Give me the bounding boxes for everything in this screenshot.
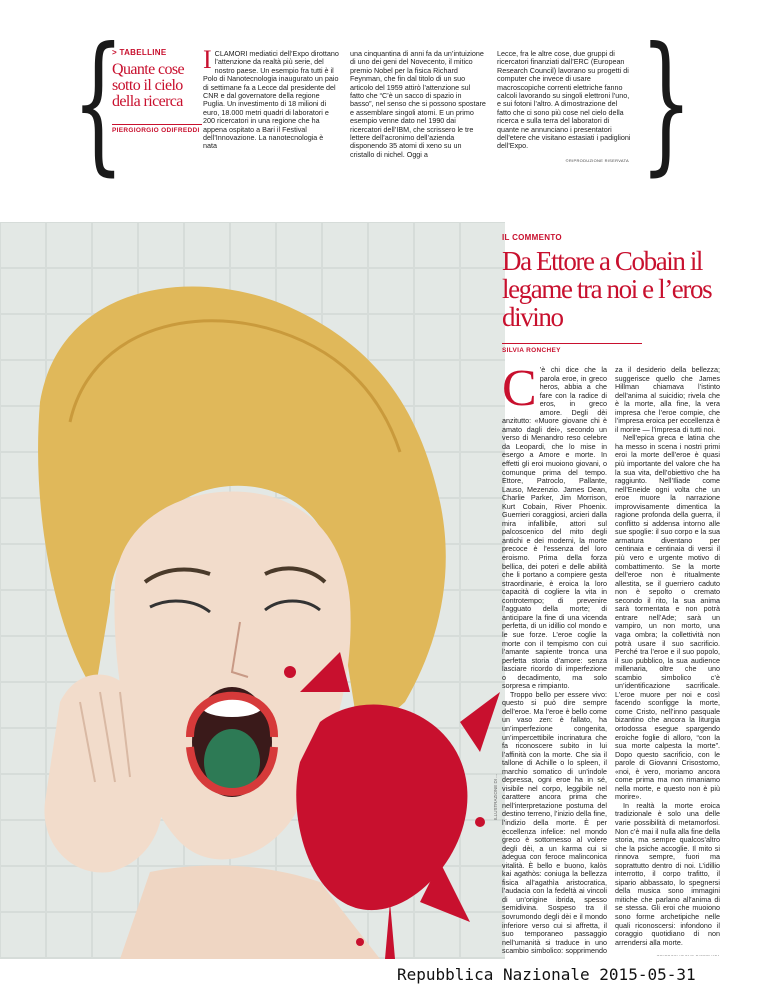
article-paragraph: In realtà la morte eroica tradizionale è solo una delle varie possibilità di metamorfosi. Non c’è mai il nulla alla fine della storia, ma sempre qualcos’altro che la psiche accoglie. Il mito si rinnova sempre, fuori ma soprattutto dentro di noi. L’idillio interrotto, il corpo trafitto, il sipario abbassato, lo spegnersi della musica sono immagini mitiche che parlano all’anima di se stessa. Gli eroi che muoiono sono forme archetipiche nelle quali riconoscersi: infondono il coraggio quotidiano di non arrendersi alla morte. <box>615 800 720 947</box>
article-paragraph: za il desiderio della bellezza; suggerisce quello che James Hillman chiamava l’istinto dell’anima al suicidio; rivela che è la morte, alla fine, la vera impresa che l’eroe compie, che l’impresa eroica per eccellenza è il morire — l’impresa di tutti noi. <box>615 366 720 434</box>
tabelline-column-1 <box>203 45 339 151</box>
tabelline-column-2 <box>350 50 486 159</box>
illustration-screaming-woman <box>0 222 505 959</box>
tabelline-copyright: ©RIPRODUZIONE RISERVATA <box>565 157 629 163</box>
article-dropcap: C <box>502 366 537 417</box>
article-column-1 <box>502 366 607 956</box>
article-paragraph: Nell’epica greca e latina che ha messo in scena i nostri primi eroi la morte dell’eroe è quasi più importante del valore che ha la sua vita, dell’obiettivo che ha raggiunto. Nell’Iliade come nell’Eneide ogni volta che un eroe muore la narrazione improvvisamente dimentica la ragione profonda della guerra, il conflitto si addensa intorno alle sue spoglie: il suo corpo e la sua armatura diventano per centinaia e centinaia di versi il più vero e urgente motivo di combattimento. Se la morte dell’eroe non è ritualmente allestita, se il guerriero caduto non è sepolto o cremato secondo il rito, la sua anima sarà tormentata e non potrà entrare nell’Ade; sarà un vampiro, un non morto, una vaga ombra; la collettività non potrà usare il suo sacrificio. Perché tra l’eroe e il suo popolo, il suo pubblico, la sua audience millenaria, oltre che uno scambio simbolico c’è un’identificazione sacrificale. L’eroe muore per noi e così facendo sconfigge la morte, come Cristo, nell’inno pasquale bizantino che ancora la liturgia ortodossa esegue spargendo eroiche foglie di alloro, “con la sua morte calpesta la morte”. Dopo questo sacrificio, con le parole di Giovanni Crisostomo, «noi, è vero, moriamo ancora come prima ma non rimaniamo nella morte, e questo non è più morire». <box>615 433 720 802</box>
left-curly-brace: { <box>72 16 125 190</box>
article-author: SILVIA RONCHEY <box>502 343 642 354</box>
article-column-2 <box>615 366 720 956</box>
tabelline-text-3: Lecce, fra le altre cose, due gruppi di ricercatori finanziati dall’ERC (European Research Council) lavorano su progetti di computer che invece di usare macroscopiche correnti elettriche fanno calcoli lavorando su singoli elettroni l’uno, e sui fotoni l’altro. A dimostrazione del fatto che ci sono più cose nel cielo della ricerca e sulla terra del laboratori di quante ne annunciano i presentatori dell’etere che visitano estasiati i padiglioni dell’Expo. <box>497 49 631 151</box>
tabelline-text-2: una cinquantina di anni fa da un’intuizione di uno dei geni del Novecento, il mitico premio Nobel per la fisica Richard Feynman, che fin dal titolo di un suo articolo del 1959 attirò l’attenzione sul fatto che “C’è un sacco di spazio in basso”, nel senso che si possono spostare e assemblare singoli atomi. E un primo esempio venne dato nel 1990 dai ricercatori dell’IBM, che scrissero le tre lettere dell’acronimo dell’azienda disponendo 35 atomi di xeno su un cristallo di nichel. Oggi a <box>350 49 486 159</box>
illustration-credit: ILLUSTRAZIONE DI ... <box>493 773 498 820</box>
edition-stamp: Repubblica Nazionale 2015-05-31 <box>397 965 696 984</box>
tabelline-dropcap: I <box>203 45 212 74</box>
article-paragraph: ’è chi dice che la parola eroe, in greco heros, abbia a che fare con la radice di eros, in greco amore. Degli dèi anzitutto: «Muore giovane chi è amato dagli dei», secondo un verso di Menandro reso celebre da Leopardi, che lo mise in esergo a Amore e morte. In effetti gli eroi muoiono giovani, o comunque prima del tempo. Ettore, Patroclo, Pallante, Lauso, Mezenzio. James Dean, Charlie Parker, Jim Morrison, Kurt Cobain, River Phoenix. Guerrieri coraggiosi, arcieri dalla mira infallibile, attori sul palcoscenico del mito degli antichi e dei moderni, la morte precoce è l’essenza del loro eroismo. Prima della forza bellica, dei poteri e delle abilità che li portano a compiere gesta straordinarie, è eroica la loro capacità di cogliere la vita in controtempo; di prevenire l’agguato della morte; di anticipare la fine di una vicenda perfetta, di un idillio col mondo e le sue forze. L’eroe coglie la morte con il tempismo con cui l’amante sapiente tronca una perfetta storia d’amore: senza lasciare ricordo di imperfezione o decadimento, ma solo sorpresa e rimpianto. <box>502 366 607 691</box>
article-copyright <box>615 953 720 956</box>
tabelline-text-1: CLAMORI mediatici dell’Expo dirottano l’attenzione da realtà più serie, del nostro paese. Un esempio fra tutti è il Polo di Nanotecnologia inaugurato un paio di settimane fa a Lecce dal presidente del CNR e dal governatore della regione Puglia. Un investimento di 18 milioni di euro, 18.000 metri quadri di laboratori e 200 ricercatori in una regione che ha appena ospitato a Bari il Festival dell’Innovazione. La nanotecnologia è nata <box>203 49 339 151</box>
tabelline-kicker: > TABELLINE <box>112 48 167 57</box>
tabelline-author: PIERGIORGIO ODIFREDDI <box>112 124 202 134</box>
article-paragraph: Troppo bello per essere vivo: questo si può dire sempre dell’eroe. Ma l’eroe è bello come un vaso zen: è fallato, ha un’imperfezione congenita, un’impercettibile incrinatura che fa riconoscere subito in lui l’affinità con la morte. Che sia il tallone di Achille o lo spleen, il marchio somatico di un’indole depressa, ogni eroe ha in sé, visibile nel corpo, leggibile nel carattere ancora prima che nell’interpretazione postuma del destino terreno, l’inizio della fine, l’indizio della morte. È per eccellenza infelice: nel mondo greco è sottomesso al volere degli dèi, a un karma cui si adegua con feroce malinconica vitalità. È bello e buono, kalòs kai agathòs: coniuga la bellezza fisica all’agathìa aristocratica, l’audacia con la fedeltà ai vincoli di un’origine ibrida, spesso semidivina. Sospeso tra il sovrumondo degli dèi e il mondo inferiore verso cui si affretta, il suo temporaneo passaggio nell’umanità si traduce in uno scambio simbolico: sopprimendo <box>502 689 607 956</box>
tabelline-column-3 <box>497 50 633 165</box>
article-kicker: IL COMMENTO <box>502 233 562 242</box>
right-curly-brace: } <box>640 16 693 190</box>
tabelline-title: Quante cose sotto il cielo della ricerca <box>112 61 185 110</box>
article-title: Da Ettore a Cobain il legame tra noi e l’eros divino <box>502 246 712 332</box>
